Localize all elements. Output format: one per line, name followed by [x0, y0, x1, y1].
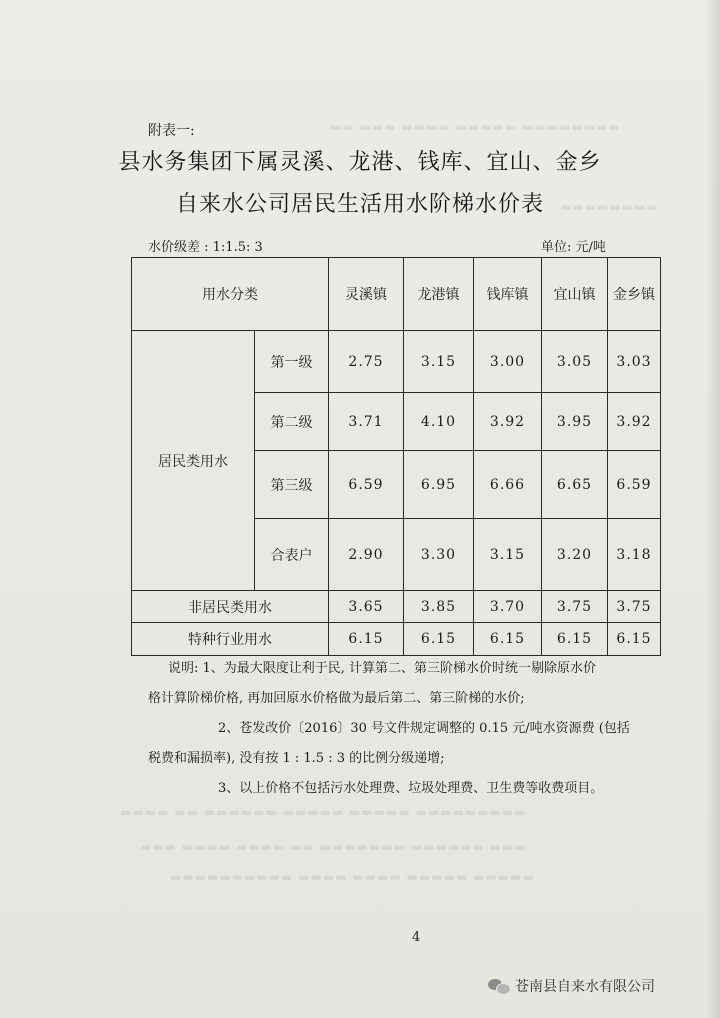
price-cell: 3.75: [542, 591, 608, 623]
notes-section: [148, 654, 688, 804]
price-cell: 3.65: [329, 591, 404, 623]
header-town: 龙港镇: [404, 258, 474, 331]
note-2-line-1: 2、苍发改价〔2016〕30 号文件规定调整的 0.15 元/吨水资源费 (包括: [218, 721, 630, 736]
price-cell: 6.15: [404, 623, 474, 656]
level-cell: 第三级: [255, 451, 329, 519]
price-cell: 2.75: [329, 331, 404, 393]
bleed-through-text: ▬▬▬▬▬▬▬▬: [560, 200, 659, 214]
note-1-line-2: 格计算阶梯价格, 再加回原水价格做为最后第二、第三阶梯的水价;: [148, 691, 525, 706]
price-cell: 3.71: [329, 393, 404, 451]
price-cell: 3.18: [608, 519, 661, 591]
watermark-text: 苍南县自来水有限公司: [515, 979, 655, 995]
note-3: 3、以上价格不包括污水处理费、垃圾处理费、卫生费等收费项目。: [218, 781, 604, 796]
price-cell: 6.15: [474, 623, 542, 656]
price-cell: 6.15: [329, 623, 404, 656]
table-header-row: [132, 258, 661, 331]
price-cell: 3.85: [404, 591, 474, 623]
price-cell: 3.20: [542, 519, 608, 591]
bleed-through-text: ▬▬▬ ▬▬▬▬ ▬▬▬▬ ▬▬ ▬▬▬▬▬▬▬ ▬▬▬▬▬▬ ▬▬▬: [140, 840, 527, 854]
price-cell: 6.59: [608, 451, 661, 519]
note-1-line-1: 说明: 1、为最大限度让利于民, 计算第二、第三阶梯水价时统一剔除原水价: [168, 661, 597, 676]
price-cell: 6.15: [542, 623, 608, 656]
price-cell: 6.59: [329, 451, 404, 519]
price-cell: 3.15: [404, 331, 474, 393]
price-cell: 6.66: [474, 451, 542, 519]
bleed-through-text: ▬▬▬▬▬▬▬▬▬▬ ▬▬▬▬ ▬▬▬▬ ▬▬▬▬▬ ▬▬▬▬▬: [170, 870, 535, 884]
document-title-line2: 自来水公司居民生活用水阶梯水价表: [175, 192, 544, 217]
header-water-category: 用水分类: [132, 258, 329, 331]
price-cell: 3.95: [542, 393, 608, 451]
header-town: 灵溪镇: [329, 258, 404, 331]
price-cell: 3.30: [404, 519, 474, 591]
category-cell: 特种行业用水: [132, 623, 329, 656]
water-price-table: [131, 257, 661, 656]
price-cell: 3.92: [474, 393, 542, 451]
price-cell: 3.15: [474, 519, 542, 591]
price-cell: 3.70: [474, 591, 542, 623]
note-2-line-2: 税费和漏损率), 没有按 1 : 1.5 : 3 的比例分级递增;: [148, 751, 445, 766]
table-row: [132, 331, 661, 393]
page-number: 4: [412, 930, 421, 945]
level-cell: 合表户: [255, 519, 329, 591]
price-cell: 3.03: [608, 331, 661, 393]
header-town: 金乡镇: [608, 258, 661, 331]
unit-label: 单位: 元/吨: [541, 240, 606, 255]
price-cell: 2.90: [329, 519, 404, 591]
document-title-line1: 县水务集团下属灵溪、龙港、钱库、宜山、金乡: [118, 150, 602, 175]
wechat-icon: [488, 977, 510, 995]
residential-category-cell: 居民类用水: [132, 331, 255, 591]
price-cell: 3.92: [608, 393, 661, 451]
price-cell: 3.05: [542, 331, 608, 393]
price-cell: 4.10: [404, 393, 474, 451]
bleed-through-text: ▬▬ ▬▬▬ ▬▬▬▬ ▬▬▬▬▬ ▬▬▬▬▬▬▬▬: [330, 120, 621, 134]
price-grade-difference: 水价级差 : 1:1.5: 3: [148, 240, 263, 255]
header-town: 宜山镇: [542, 258, 608, 331]
price-cell: 6.95: [404, 451, 474, 519]
source-watermark: [488, 976, 655, 996]
price-cell: 6.15: [608, 623, 661, 656]
bleed-through-text: ▬▬▬▬ ▬▬ ▬▬▬▬▬▬ ▬▬▬▬▬ ▬▬▬▬▬ ▬▬▬▬▬▬▬▬▬: [120, 805, 527, 819]
price-cell: 6.65: [542, 451, 608, 519]
level-cell: 第二级: [255, 393, 329, 451]
level-cell: 第一级: [255, 331, 329, 393]
table-row: [132, 623, 661, 656]
table-row: [132, 591, 661, 623]
header-town: 钱库镇: [474, 258, 542, 331]
appendix-label: 附表一:: [148, 123, 195, 139]
price-cell: 3.75: [608, 591, 661, 623]
category-cell: 非居民类用水: [132, 591, 329, 623]
price-cell: 3.00: [474, 331, 542, 393]
